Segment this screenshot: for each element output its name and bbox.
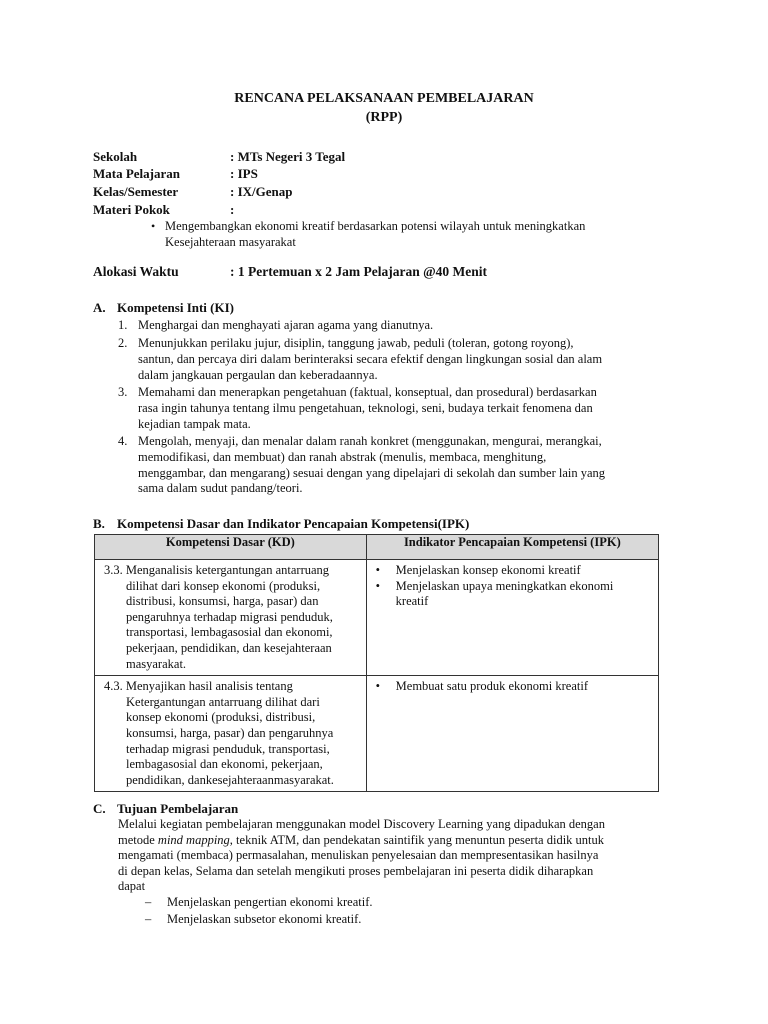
dash-icon: – xyxy=(145,912,152,926)
header-kd: Kompetensi Dasar (KD) xyxy=(95,535,367,560)
ki-item xyxy=(138,434,678,497)
kd-line: konsep ekonomi (produksi, distribusi, xyxy=(126,710,316,725)
ipk-text: Membuat satu produk ekonomi kreatif xyxy=(395,679,588,694)
section-b-letter: B. xyxy=(93,516,105,531)
materi-item-line1: Mengembangkan ekonomi kreatif berdasarkan potensi wilayah untuk meningkatkan xyxy=(165,219,586,233)
ki-number: 1. xyxy=(118,318,128,332)
ki-line: santun, dan percaya diri dalam berinteraksi secara efektif dengan lingkungan sosial dan alam xyxy=(138,351,603,366)
section-a-title: Kompetensi Inti (KI) xyxy=(117,300,234,315)
section-b-heading xyxy=(93,516,469,532)
tujuan-paragraph xyxy=(118,817,678,895)
ipk-item xyxy=(374,579,653,610)
mapel-label: Mata Pelajaran xyxy=(93,166,181,181)
sekolah-label: Sekolah xyxy=(93,149,138,164)
ipk-cell xyxy=(366,560,658,676)
kd-cell xyxy=(95,676,367,792)
materi-label: Materi Pokok xyxy=(93,202,170,217)
alokasi-value: : 1 Pertemuan x 2 Jam Pelajaran @40 Menit xyxy=(230,264,488,279)
ki-item xyxy=(138,385,678,432)
bullet-icon: • xyxy=(151,219,156,233)
paragraph-line xyxy=(118,833,678,849)
ipk-text: kreatif xyxy=(395,594,429,609)
document-title: RENCANA PELAKSANAAN PEMBELAJARAN xyxy=(234,91,534,106)
table-row xyxy=(95,560,659,676)
ki-line: sama dalam sudut pandang/teori. xyxy=(138,481,303,496)
ki-line: Menunjukkan perilaku jujur, disiplin, tanggung jawab, peduli (toleran, gotong royong), xyxy=(138,336,574,350)
paragraph-line: Melalui kegiatan pembelajaran menggunakan model Discovery Learning yang dipadukan dengan xyxy=(118,817,605,831)
ki-number: 2. xyxy=(118,336,128,350)
kd-line: Ketergantungan antarruang dilihat dari xyxy=(126,694,320,709)
ki-line: Menghargai dan menghayati ajaran agama yang dianutnya. xyxy=(138,318,434,332)
section-a-heading xyxy=(93,300,234,316)
ki-line: Memahami dan menerapkan pengetahuan (faktual, konseptual, dan prosedural) berdasarkan xyxy=(138,385,597,399)
tujuan-text: Menjelaskan subsetor ekonomi kreatif. xyxy=(167,912,362,926)
ipk-cell xyxy=(366,676,658,792)
kd-line: konsumsi, harga, pasar) dan pengaruhnya xyxy=(126,725,334,740)
kd-first-line: 3.3. Menganalisis ketergantungan antarruang xyxy=(104,563,330,577)
kelas-label: Kelas/Semester xyxy=(93,184,179,199)
dash-icon: – xyxy=(145,895,152,909)
ki-line: dalam jangkauan pergaulan dan keberadaannya. xyxy=(138,367,378,382)
section-c-title: Tujuan Pembelajaran xyxy=(117,801,239,816)
ki-line: Mengolah, menyaji, dan menalar dalam ranah konkret (menggunakan, mengurai, merangkai, xyxy=(138,434,602,448)
paragraph-line: dapat xyxy=(118,879,146,893)
ki-line: memodifikasi, dan membuat) dan ranah abstrak (menulis, membaca, menghitung, xyxy=(138,449,547,464)
kd-line: lembagasosial dan ekonomi, pekerjaan, xyxy=(126,757,323,772)
header-ipk: Indikator Pencapaian Kompetensi (IPK) xyxy=(366,535,658,560)
kelas-value: : IX/Genap xyxy=(230,184,293,199)
kd-cell xyxy=(95,560,367,676)
kd-line: masyarakat. xyxy=(126,656,187,671)
tujuan-item xyxy=(145,912,361,927)
ki-line: menggambar, dan mengarang) sesuai dengan yang dipelajari di sekolah dan sumber lain yang xyxy=(138,465,606,480)
tujuan-item xyxy=(145,895,372,910)
ki-line: rasa ingin tahunya tentang ilmu pengetahuan, teknologi, seni, budaya terkait fenomena dan xyxy=(138,400,593,415)
table-header-row xyxy=(95,535,659,560)
section-c-letter: C. xyxy=(93,801,106,816)
kd-line: dilihat dari konsep ekonomi (produksi, xyxy=(126,578,321,593)
paragraph-text: metode xyxy=(118,832,158,847)
alokasi-label: Alokasi Waktu xyxy=(93,264,179,279)
kd-first-line: 4.3. Menyajikan hasil analisis tentang xyxy=(104,679,293,694)
kd-ipk-table xyxy=(94,534,659,792)
ki-number: 4. xyxy=(118,434,128,448)
kd-line: transportasi, lembagasosial dan ekonomi, xyxy=(126,625,333,640)
tujuan-text: Menjelaskan pengertian ekonomi kreatif. xyxy=(167,895,373,909)
kd-line: terhadap migrasi penduduk, transportasi, xyxy=(126,741,330,756)
ki-number: 3. xyxy=(118,385,128,399)
document-subtitle: (RPP) xyxy=(365,110,403,125)
ki-line: kejadian tampak mata. xyxy=(138,416,251,431)
kd-line: distribusi, konsumsi, harga, pasar) dan xyxy=(126,594,319,609)
paragraph-text: , teknik ATM, dan pendekatan saintifik yang menuntun peserta didik untuk xyxy=(229,832,605,847)
paragraph-line: di depan kelas, Selama dan setelah mengikuti proses pembelajaran ini peserta didik diharapkan xyxy=(118,863,594,878)
ipk-item xyxy=(374,679,653,695)
ipk-item xyxy=(374,563,653,579)
section-c-heading xyxy=(93,801,238,817)
table-row xyxy=(95,676,659,792)
paragraph-line: mengamati (membaca) permasalahan, menuliskan penyelesaian dan mempresentasikan hasilnya xyxy=(118,848,599,862)
kd-line: pengaruhnya terhadap migrasi penduduk, xyxy=(126,609,333,624)
ki-item xyxy=(138,318,678,334)
ipk-text: Menjelaskan upaya meningkatkan ekonomi xyxy=(395,578,614,593)
materi-value: : xyxy=(230,202,235,217)
ipk-text: Menjelaskan konsep ekonomi kreatif xyxy=(395,563,581,577)
ki-item xyxy=(138,336,678,383)
sekolah-value: : MTs Negeri 3 Tegal xyxy=(230,149,346,164)
section-b-title: Kompetensi Dasar dan Indikator Pencapaian Kompetensi(IPK) xyxy=(117,516,470,531)
kd-line: pendidikan, dankesejahteraanmasyarakat. xyxy=(126,772,334,787)
materi-item-line2: Kesejahteraan masyarakat xyxy=(165,235,296,249)
section-a-letter: A. xyxy=(93,300,106,315)
mapel-value: : IPS xyxy=(230,166,258,181)
kd-line: pekerjaan, pendidikan, dan kesejahteraan xyxy=(126,640,332,655)
paragraph-italic: mind mapping xyxy=(157,832,230,847)
